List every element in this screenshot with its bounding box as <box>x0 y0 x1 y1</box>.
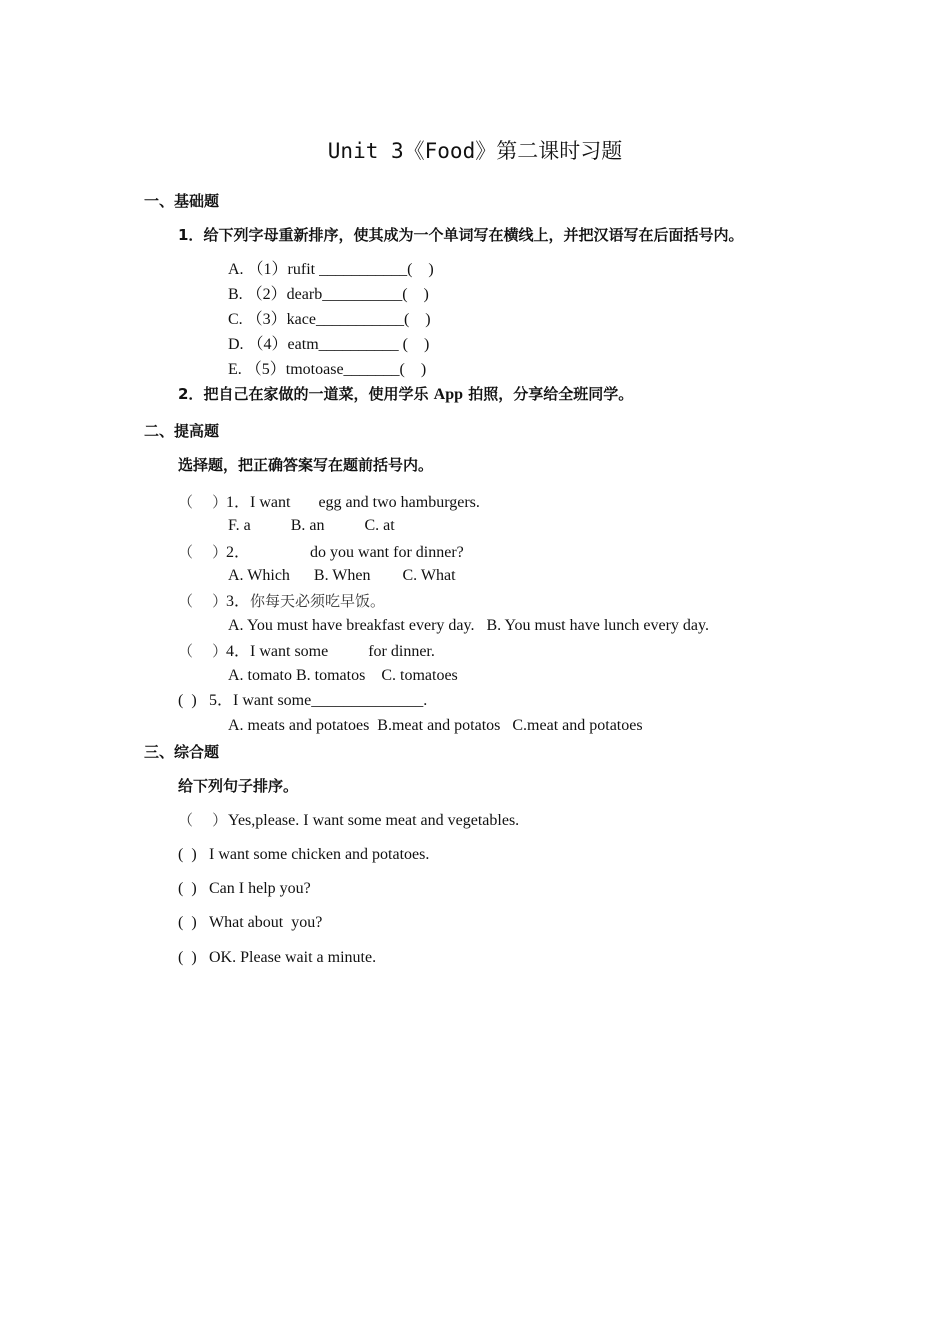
sentence-text: Yes,please. I want some meat and vegetables. <box>228 812 520 829</box>
choice-options-5: A. meats and potatoes B.meat and potatos C.meat and potatoes <box>228 717 643 734</box>
question-text: 你每天必须吃早饭。 <box>250 592 386 610</box>
q1-number: 1． <box>178 226 204 244</box>
answer-bracket: （ ） <box>178 642 228 660</box>
section2-instruction: 选择题，把正确答案写在题前括号内。 <box>178 456 434 474</box>
section3-instruction: 给下列句子排序。 <box>178 777 299 795</box>
page-title: Unit 3《Food》第二课时习题 <box>327 139 623 163</box>
sentence-text: OK. Please wait a minute. <box>209 949 377 966</box>
question-text: do you want for dinner? <box>250 544 464 561</box>
question-number: 4． <box>226 643 251 660</box>
answer-bracket: （ ） <box>178 543 228 561</box>
choice-question-2 <box>178 542 464 563</box>
question-text: I want some for dinner. <box>250 643 435 660</box>
q2-post: 拍照，分享给全班同学。 <box>463 385 634 403</box>
order-item-3 <box>178 879 311 899</box>
answer-bracket: （ ） <box>178 811 228 829</box>
q1-item-b: B. （2）dearb__________( ) <box>228 286 429 303</box>
answer-bracket: （ ） <box>178 493 228 511</box>
sentence-text: I want some chicken and potatoes. <box>209 846 430 863</box>
q1-item-c: C. （3）kace___________( ) <box>228 311 431 328</box>
q2-number: 2． <box>178 385 204 403</box>
q1-item-a: A. （1）rufit ___________( ) <box>228 261 434 278</box>
choice-options-3: A. You must have breakfast every day. B. You must have lunch every day. <box>228 617 709 634</box>
choice-question-5 <box>178 691 427 711</box>
q1-item-e: E. （5）tmotoase_______( ) <box>228 361 427 378</box>
order-item-4 <box>178 913 322 933</box>
choice-question-4 <box>178 641 435 662</box>
choice-options-1: F. a B. an C. at <box>228 517 395 534</box>
answer-bracket: ( ) <box>178 914 197 931</box>
section3-heading: 三、综合题 <box>144 743 220 761</box>
order-item-5 <box>178 948 376 968</box>
order-item-2 <box>178 845 429 865</box>
q1-instruction <box>178 225 743 245</box>
order-item-1 <box>178 810 519 831</box>
section1-heading: 一、基础题 <box>144 192 220 210</box>
answer-bracket: ( ) <box>178 692 197 709</box>
choice-question-3 <box>178 591 385 612</box>
choice-options-2: A. Which B. When C. What <box>228 567 456 584</box>
question-number: 2． <box>226 544 251 561</box>
q1-text: 给下列字母重新排序，使其成为一个单词写在横线上，并把汉语写在后面括号内。 <box>203 226 744 244</box>
question-number: 5． <box>209 692 234 709</box>
question-number: 3． <box>226 593 251 610</box>
q1-item-d: D. （4）eatm__________ ( ) <box>228 336 430 353</box>
q2-instruction <box>178 384 633 405</box>
question-text: I want egg and two hamburgers. <box>250 494 480 511</box>
question-text: I want some______________. <box>233 692 428 709</box>
sentence-text: Can I help you? <box>209 880 311 897</box>
answer-bracket: ( ) <box>178 846 197 863</box>
choice-options-4: A. tomato B. tomatos C. tomatoes <box>228 667 458 684</box>
q2-pre: 把自己在家做的一道菜，使用学乐 <box>203 385 434 403</box>
answer-bracket: ( ) <box>178 949 197 966</box>
answer-bracket: ( ) <box>178 880 197 897</box>
answer-bracket: （ ） <box>178 592 228 610</box>
q2-app: App <box>433 386 464 403</box>
question-number: 1． <box>226 494 251 511</box>
section2-heading: 二、提高题 <box>144 422 220 440</box>
choice-question-1 <box>178 492 480 513</box>
sentence-text: What about you? <box>209 914 323 931</box>
